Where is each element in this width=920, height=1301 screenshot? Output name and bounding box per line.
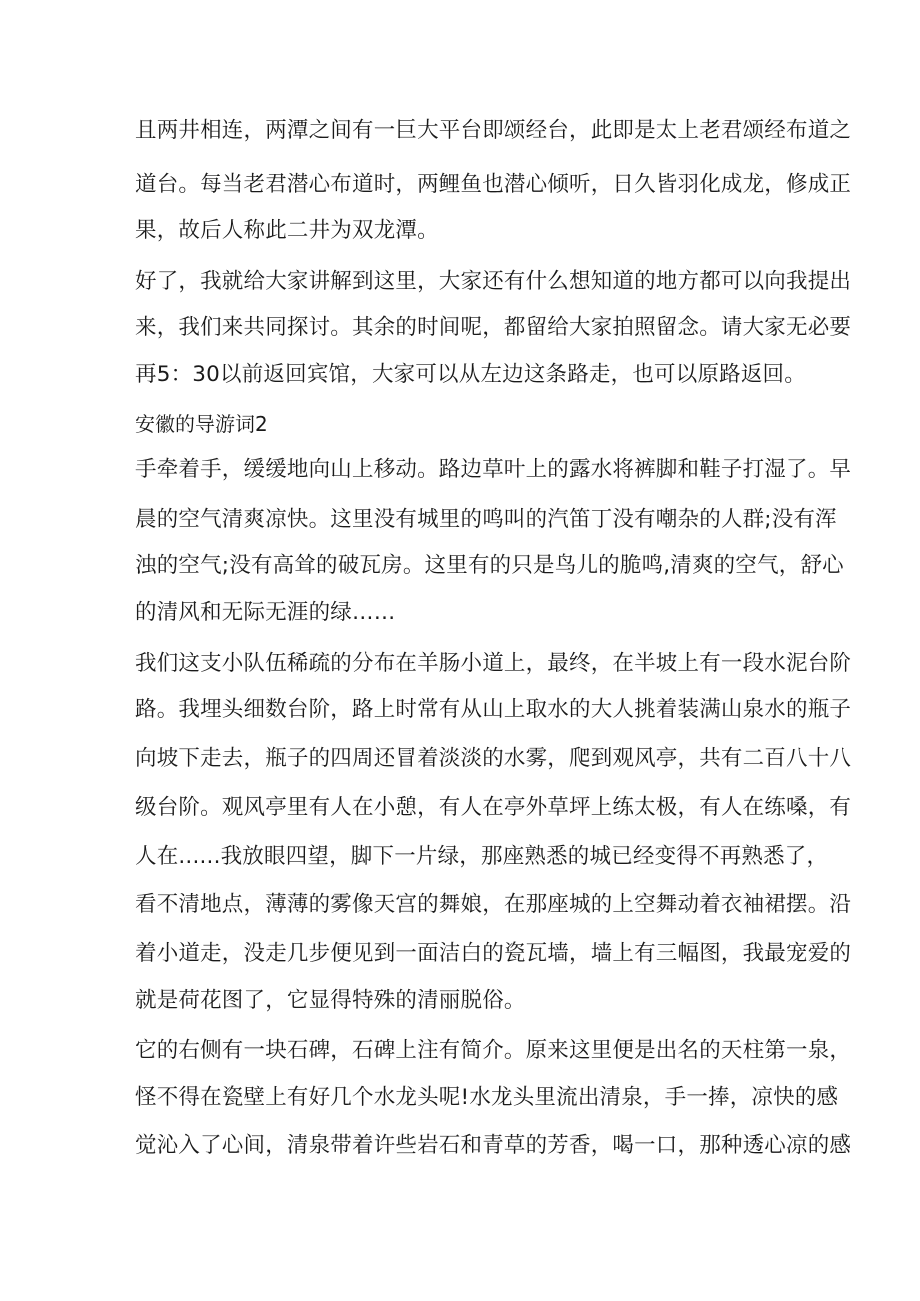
text-line: 道台。每当老君潜心布道时，两鲤鱼也潜心倾听，日久皆羽化成龙，修成正 [135, 172, 852, 197]
text-line: 觉沁入了心间，清泉带着许些岩石和青草的芳香，喝一口，那种透心凉的感 [135, 1133, 852, 1158]
text-line: 路。我埋头细数台阶，路上时常有从山上取水的大人挑着装满山泉水的瓶子 [135, 697, 852, 722]
text-line: 着小道走，没走几步便见到一面洁白的瓷瓦墙，墙上有三幅图，我最宠爱的 [135, 941, 852, 966]
text-line: 它的右侧有一块石碑，石碑上注有简介。原来这里便是出名的天柱第一泉， [135, 1038, 852, 1063]
text-line: 就是荷花图了，它显得特殊的清丽脱俗。 [135, 988, 526, 1013]
section-heading: 安徽的导游词2 [135, 412, 268, 436]
text-line: 的清风和无际无涯的绿…… [135, 600, 396, 625]
text-line: 向坡下走去，瓶子的四周还冒着淡淡的水雾，爬到观风亭，共有二百八十八 [135, 746, 852, 771]
text-line: 再5：30以前返回宾馆，大家可以从左边这条路走，也可以原路返回。 [135, 362, 806, 387]
text-line: 晨的空气清爽凉快。这里没有城里的鸣叫的汽笛丁没有嘲杂的人群;没有浑 [135, 507, 837, 532]
text-line: 浊的空气;没有高耸的破瓦房。这里有的只是鸟儿的脆鸣,清爽的空气，舒心 [135, 553, 844, 578]
text-line: 级台阶。观风亭里有人在小憩，有人在亭外草坪上练太极，有人在练嗓，有 [135, 795, 852, 820]
text-line: 怪不得在瓷壁上有好几个水龙头呢!水龙头里流出清泉，手一捧，凉快的感 [135, 1085, 839, 1110]
text-line: 手牵着手，缓缓地向山上移动。路边草叶上的露水将裤脚和鞋子打湿了。早 [135, 457, 852, 482]
text-line: 且两井相连，两潭之间有一巨大平台即颂经台，此即是太上老君颂经布道之 [135, 118, 852, 143]
text-line: 好了，我就给大家讲解到这里，大家还有什么想知道的地方都可以向我提出 [135, 269, 852, 294]
text-line: 来，我们来共同探讨。其余的时间呢，都留给大家拍照留念。请大家无必要 [135, 315, 852, 340]
text-line: 人在......我放眼四望，脚下一片绿，那座熟悉的城已经变得不再熟悉了， [135, 844, 829, 869]
text-line: 果，故后人称此二井为双龙潭。 [135, 218, 439, 243]
text-line: 我们这支小队伍稀疏的分布在羊肠小道上，最终，在半坡上有一段水泥台阶 [135, 651, 852, 676]
text-line: 看不清地点，薄薄的雾像天宫的舞娘，在那座城的上空舞动着衣袖裙摆。沿 [135, 892, 852, 917]
